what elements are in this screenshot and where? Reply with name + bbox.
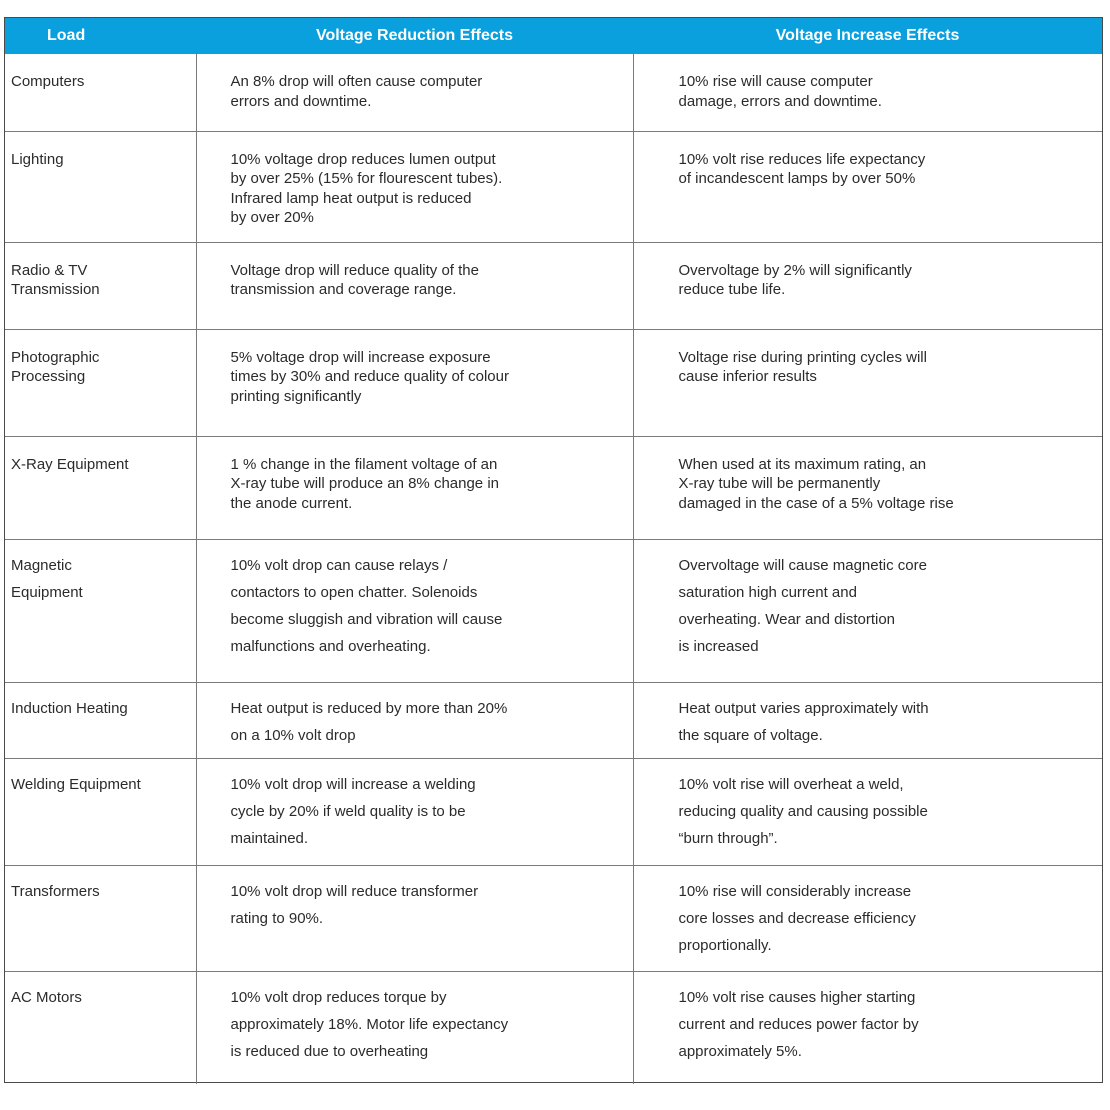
increase-cell [633,54,1102,131]
reduction-cell [196,329,633,436]
load-label: AC Motors [11,988,82,1006]
table-row [5,242,1102,329]
increase-text: 10% rise will considerably increase core losses and decrease efficiency proportionally. [678,882,916,954]
reduction-cell [196,54,633,131]
load-label: Radio & TV Transmission [11,261,100,298]
reduction-text: Voltage drop will reduce quality of the transmission and coverage range. [230,261,479,298]
increase-cell [633,436,1102,539]
reduction-text: 10% volt drop reduces torque by approximately 18%. Motor life expectancy is reduced due to overheating [230,988,509,1060]
table-row [5,971,1102,1084]
load-cell [5,436,196,539]
column-header-load: Load [47,27,86,44]
reduction-text: An 8% drop will often cause computer errors and downtime. [230,73,483,110]
load-cell [5,865,196,971]
load-label: Lighting [11,150,64,168]
column-header-reduction: Voltage Reduction Effects [315,27,514,44]
increase-text: 10% rise will cause computer damage, errors and downtime. [678,73,882,110]
load-cell [5,758,196,865]
reduction-cell [196,539,633,682]
header-row [5,18,1102,54]
table-row [5,329,1102,436]
load-cell [5,539,196,682]
column-header-increase: Voltage Increase Effects [775,27,960,44]
increase-text: 10% volt rise reduces life expectancy of incandescent lamps by over 50% [678,150,926,187]
table-body [5,54,1102,1084]
table-row [5,758,1102,865]
reduction-text: 10% volt drop will increase a welding cycle by 20% if weld quality is to be maintained. [230,775,476,847]
load-label: Magnetic Equipment [11,556,83,601]
increase-cell [633,329,1102,436]
increase-text: Heat output varies approximately with the square of voltage. [678,699,929,744]
increase-cell [633,682,1102,758]
load-label: Photographic Processing [11,348,100,385]
increase-text: When used at its maximum rating, an X-ray tube will be permanently damaged in the case of a 5% voltage rise [678,455,954,512]
load-label: Transformers [11,882,100,900]
increase-cell [633,865,1102,971]
reduction-text: 10% volt drop can cause relays / contactors to open chatter. Solenoids become sluggish and vibration will cause malfunctions and overheating. [230,556,503,655]
table-row [5,539,1102,682]
reduction-cell [196,865,633,971]
increase-text: Overvoltage will cause magnetic core saturation high current and overheating. Wear and distortion is increased [678,556,927,655]
table-row [5,54,1102,131]
reduction-text: 1 % change in the filament voltage of an X-ray tube will produce an 8% change in the anode current. [230,455,499,512]
load-cell [5,131,196,242]
reduction-text: Heat output is reduced by more than 20% on a 10% volt drop [230,699,508,744]
reduction-cell [196,436,633,539]
table-row [5,865,1102,971]
table-row [5,436,1102,539]
load-label: Computers [11,73,85,90]
load-cell [5,242,196,329]
increase-text: 10% volt rise causes higher starting current and reduces power factor by approximately 5%. [678,988,919,1060]
table-row [5,682,1102,758]
increase-text: Overvoltage by 2% will significantly reduce tube life. [678,261,912,298]
reduction-text: 10% volt drop will reduce transformer rating to 90%. [230,882,479,927]
increase-text: Voltage rise during printing cycles will cause inferior results [678,348,927,385]
voltage-effects-table-container [4,17,1103,1083]
reduction-cell [196,682,633,758]
increase-cell [633,971,1102,1084]
load-cell [5,971,196,1084]
reduction-cell [196,242,633,329]
reduction-cell [196,131,633,242]
increase-cell [633,131,1102,242]
load-label: Induction Heating [11,699,128,717]
increase-cell [633,758,1102,865]
table-header [5,18,1102,54]
load-cell [5,682,196,758]
voltage-effects-table [5,18,1102,1084]
table-row [5,131,1102,242]
reduction-cell [196,971,633,1084]
load-cell [5,329,196,436]
increase-cell [633,242,1102,329]
increase-text: 10% volt rise will overheat a weld, reducing quality and causing possible “burn through”. [678,775,928,847]
reduction-text: 10% voltage drop reduces lumen output by over 25% (15% for flourescent tubes). Infrared lamp heat output is reduced by over 20% [230,150,503,226]
reduction-text: 5% voltage drop will increase exposure times by 30% and reduce quality of colour printing significantly [230,348,509,405]
load-cell [5,54,196,131]
load-label: X-Ray Equipment [11,455,129,473]
increase-cell [633,539,1102,682]
load-label: Welding Equipment [11,775,141,793]
reduction-cell [196,758,633,865]
